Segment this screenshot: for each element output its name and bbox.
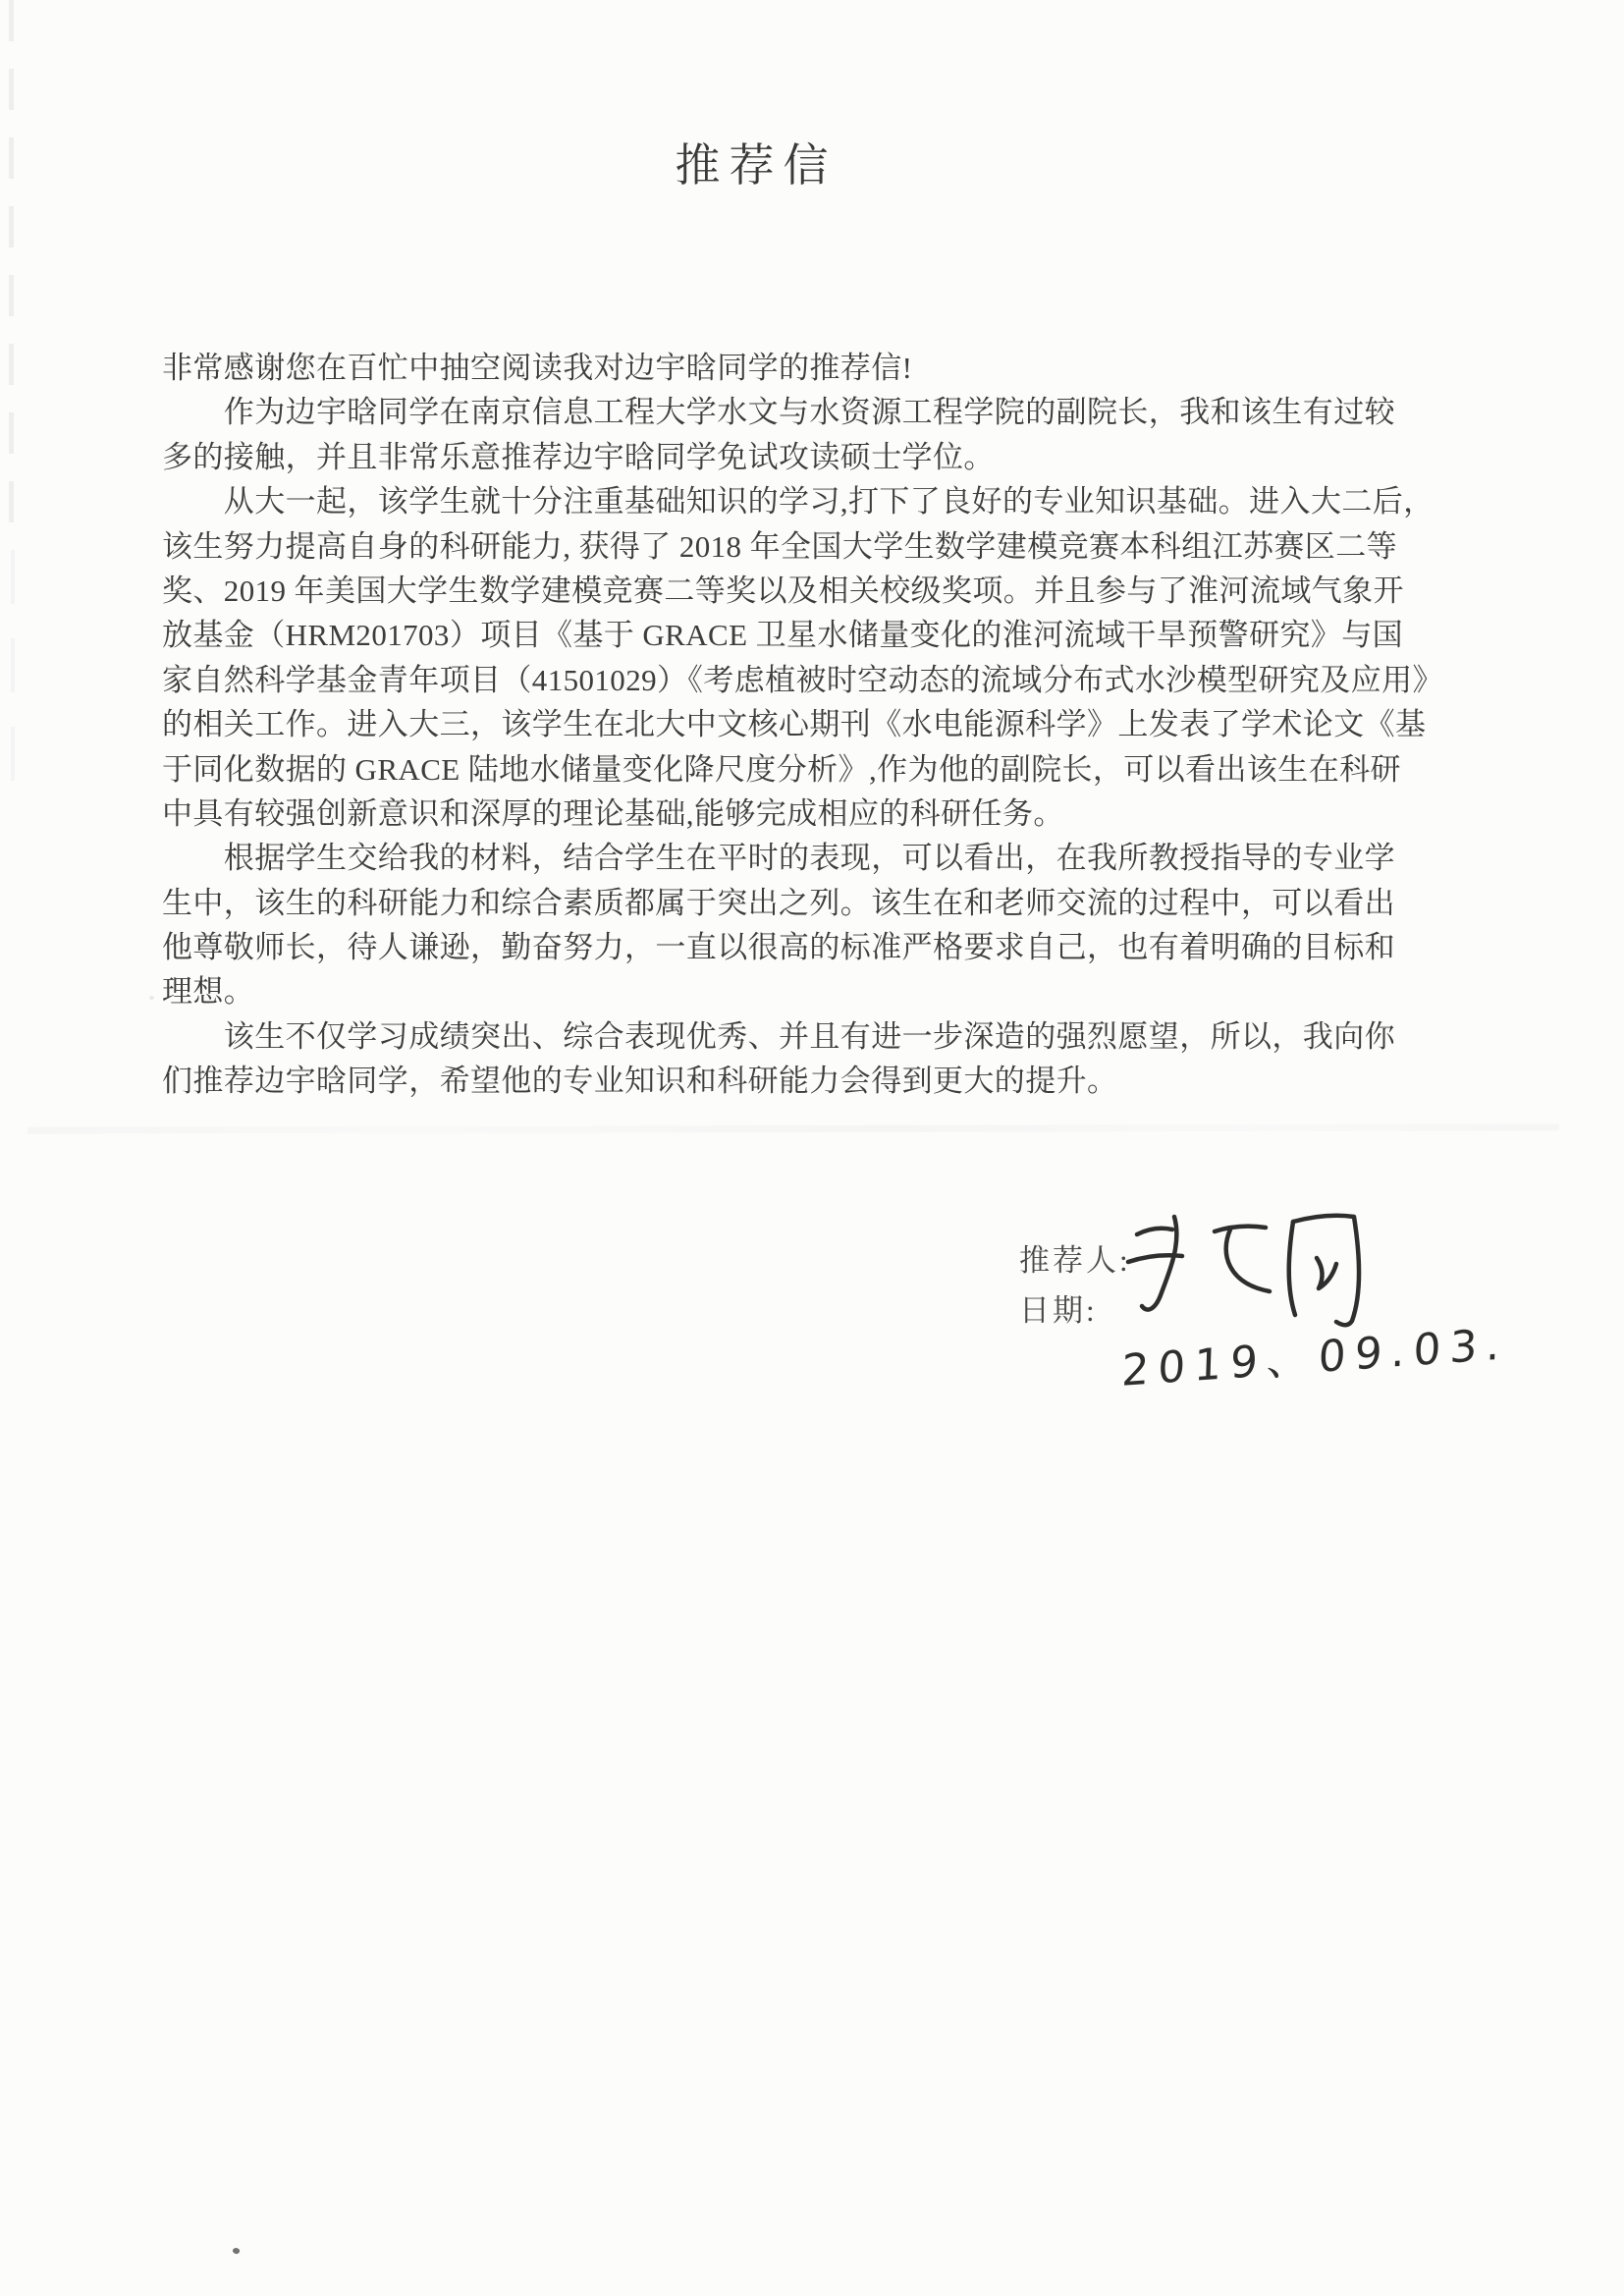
handwritten-date: 2019、09.03. xyxy=(1120,1319,1510,1396)
body-line: 他尊敬师长，待人谦逊，勤奋努力，一直以很高的标准严格要求自己，也有着明确的目标和 xyxy=(162,930,1395,965)
date-label: 日期: xyxy=(1019,1293,1098,1328)
scan-artifact-left-edge-lower xyxy=(11,550,15,805)
body-line: 多的接触，并且非常乐意推荐边宇晗同学免试攻读硕士学位。 xyxy=(162,439,995,474)
letter-body xyxy=(162,346,1478,1104)
scan-artifact-faint-speck xyxy=(149,996,154,1000)
scan-artifact-speck xyxy=(232,2247,241,2256)
body-line: 该生不仅学习成绩突出、综合表现优秀、并且有进一步深造的强烈愿望，所以，我向你 xyxy=(162,1018,1395,1054)
letter-title-text: 推荐信 xyxy=(675,140,838,191)
body-line: 奖、2019 年美国大学生数学建模竞赛二等奖以及相关校级奖项。并且参与了淮河流域气象开 xyxy=(162,573,1404,608)
body-line: 理想。 xyxy=(162,974,255,1010)
body-line: 作为边宇晗同学在南京信息工程大学水文与水资源工程学院的副院长，我和该生有过较 xyxy=(162,395,1395,430)
recommender-label: 推荐人: xyxy=(1019,1243,1131,1278)
body-line: 该生努力提高自身的科研能力, 获得了 2018 年全国大学生数学建模竞赛本科组江苏赛区二等 xyxy=(162,528,1397,564)
scan-artifact-horizontal-streak xyxy=(27,1123,1559,1133)
body-line: 放基金（HRM201703）项目《基于 GRACE 卫星水储量变化的淮河流域干旱预警研究》与国 xyxy=(162,618,1403,653)
letter-title xyxy=(0,130,1568,194)
signature-block xyxy=(1019,1235,1131,1336)
body-line: 生中，该生的科研能力和综合素质都属于突出之列。该生在和老师交流的过程中，可以看出 xyxy=(162,885,1395,920)
body-line: 家自然科学基金青年项目（41501029）《考虑植被时空动态的流域分布式水沙模型研究及应用》 xyxy=(162,662,1443,697)
body-line: 根据学生交给我的材料，结合学生在平时的表现，可以看出，在我所教授指导的专业学 xyxy=(162,841,1395,876)
scan-artifact-left-edge xyxy=(9,0,14,530)
body-line: 的相关工作。进入大三，该学生在北大中文核心期刊《水电能源科学》上发表了学术论文《基 xyxy=(162,707,1427,742)
body-line: 于同化数据的 GRACE 陆地水储量变化降尺度分析》,作为他的副院长，可以看出该生在科研 xyxy=(162,751,1401,787)
body-line: 中具有较强创新意识和深厚的理论基础,能够完成相应的科研任务。 xyxy=(162,795,1064,831)
body-line: 非常感谢您在百忙中抽空阅读我对边宇晗同学的推荐信! xyxy=(162,351,913,385)
body-line: 从大一起，该学生就十分注重基础知识的学习,打下了良好的专业知识基础。进入大二后， xyxy=(162,484,1435,519)
body-line: 们推荐边宇晗同学，希望他的专业知识和科研能力会得到更大的提升。 xyxy=(162,1064,1118,1099)
